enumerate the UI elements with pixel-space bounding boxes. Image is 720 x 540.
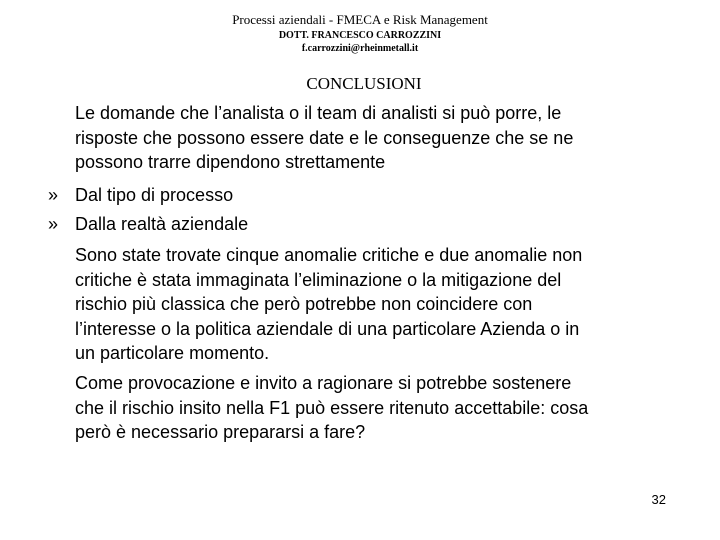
provocation-line: Come provocazione e invito a ragionare si potrebbe sostenere (75, 373, 572, 393)
anomalies-line: l’interesse o la politica aziendale di una particolare Azienda o in (75, 318, 580, 339)
provocation-line: che il rischio insito nella F1 può essere ritenuto accettabile: cosa (75, 397, 589, 418)
header-author: DOTT. FRANCESCO CARROZZINI (278, 30, 442, 41)
anomalies-line: Sono state trovate cinque anomalie critiche e due anomalie non (75, 245, 583, 265)
page-number: 32 (651, 492, 666, 507)
intro-paragraph (75, 101, 685, 175)
header-email: f.carrozzini@rheinmetall.it (301, 43, 419, 54)
bullet-item (48, 183, 233, 207)
bullet-text: Dalla realtà aziendale (75, 214, 249, 234)
intro-line: possono trarre dipendono strettamente (75, 152, 386, 172)
anomalies-line: rischio più classica che però potrebbe non coincidere con (75, 294, 533, 314)
intro-line: Le domande che l’analista o il team di analisti si può porre, le (75, 103, 562, 123)
bullet-marker: » (48, 185, 59, 205)
anomalies-line: un particolare momento. (75, 343, 270, 363)
provocation-paragraph (75, 371, 685, 445)
intro-line: risposte che possono essere date e le conseguenze che se ne (75, 127, 574, 148)
anomalies-paragraph (75, 243, 685, 366)
anomalies-line: critiche è stata immaginata l’eliminazione o la mitigazione del (75, 269, 562, 290)
provocation-line: però è necessario prepararsi a fare? (75, 422, 366, 442)
bullet-marker: » (48, 214, 59, 234)
header-title: Processi aziendali - FMECA e Risk Management (232, 12, 488, 27)
section-heading: CONCLUSIONI (306, 74, 422, 93)
bullet-text: Dal tipo di processo (75, 185, 234, 205)
bullet-item (48, 212, 248, 236)
